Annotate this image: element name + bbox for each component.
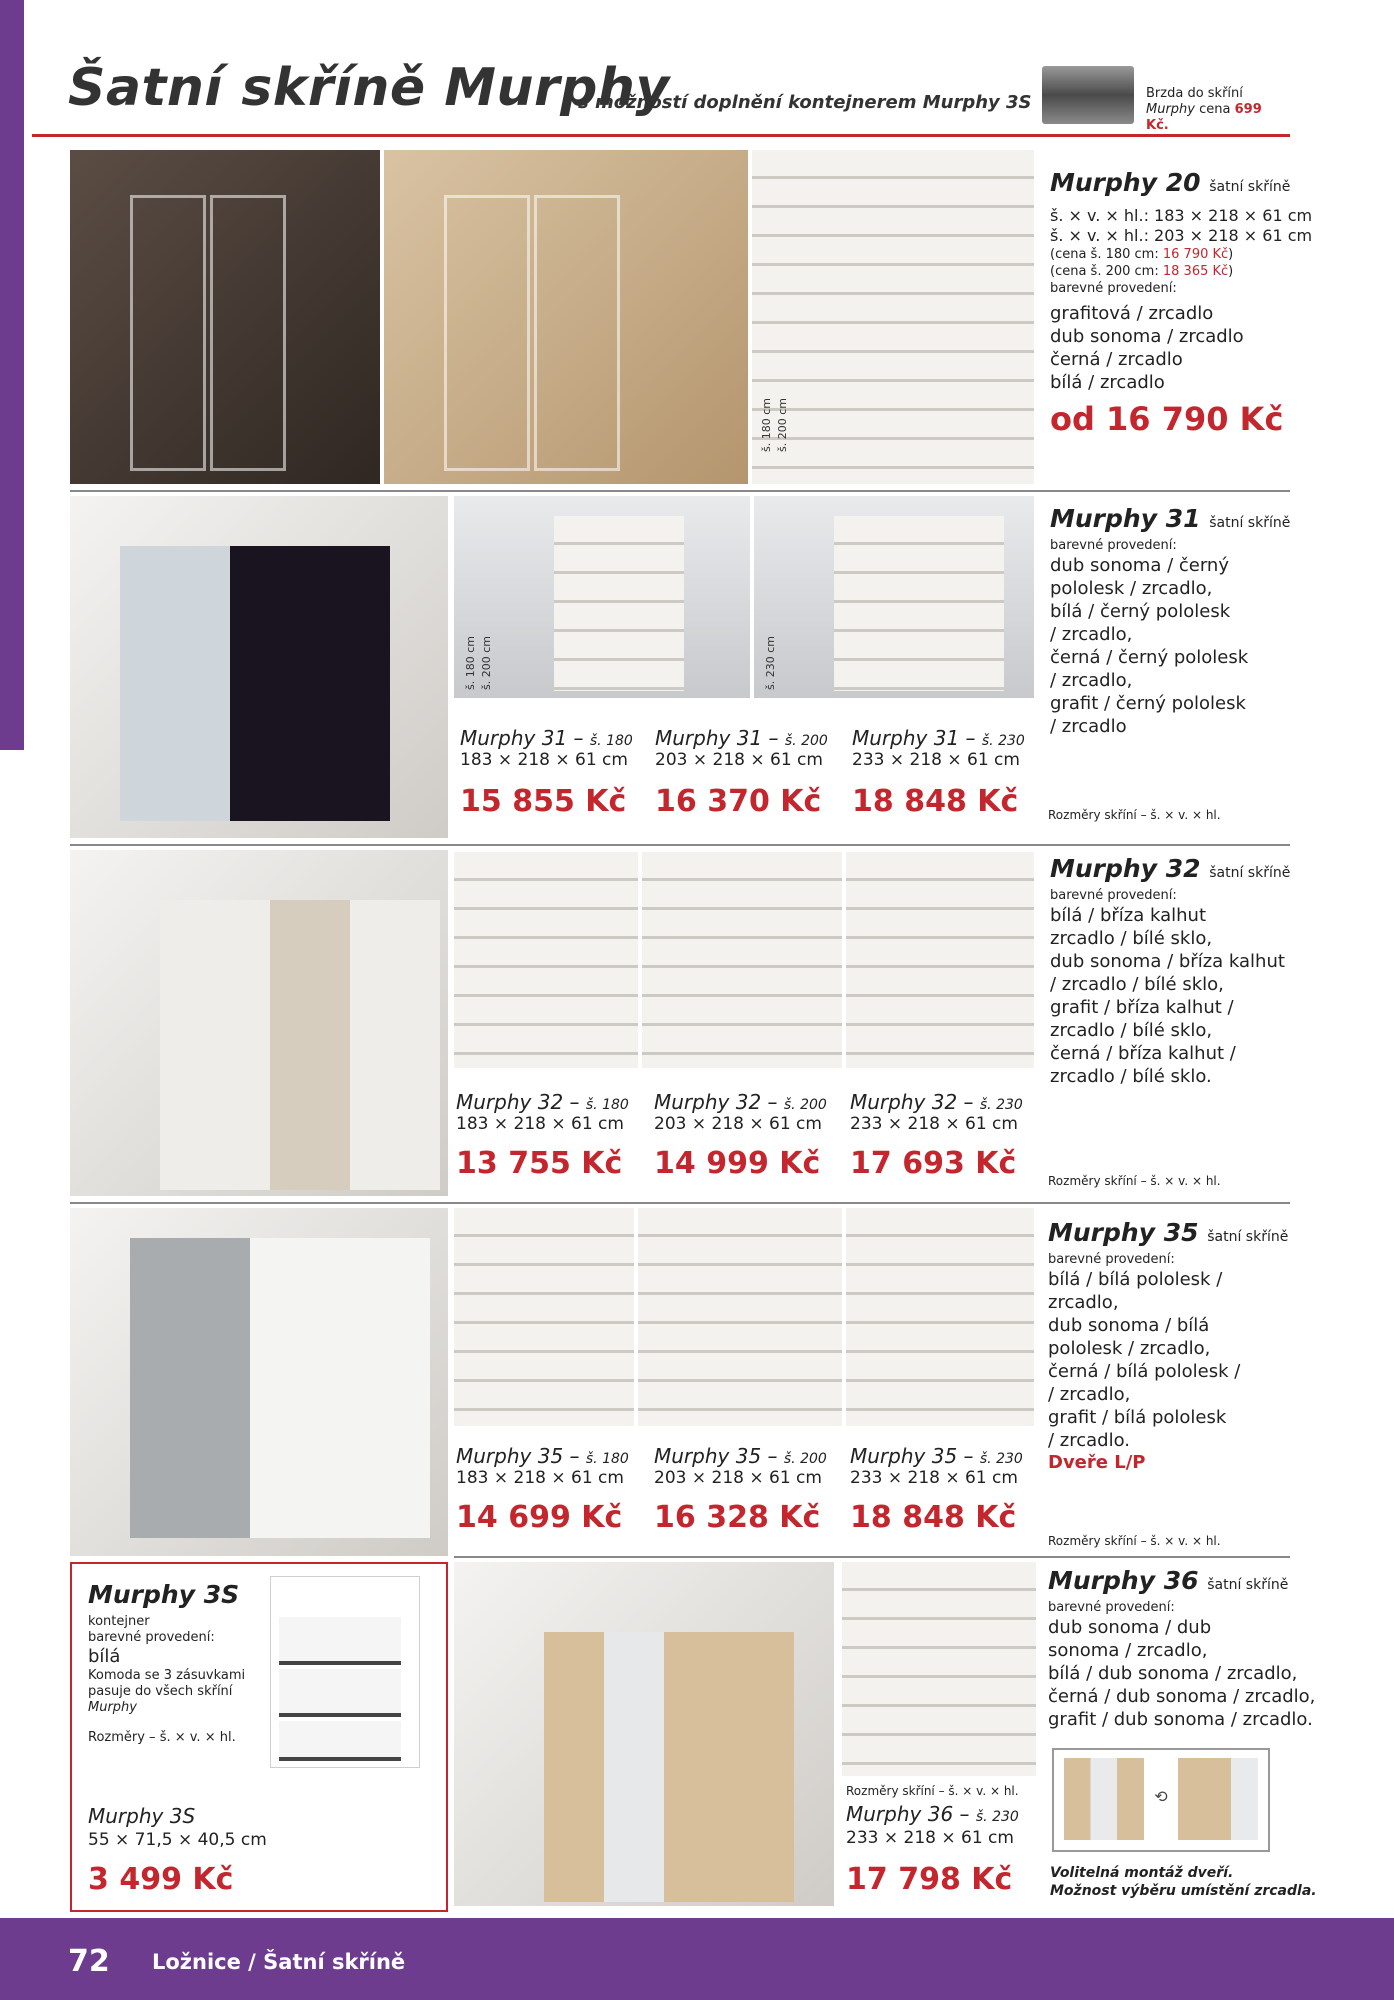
murphy3s-title: Murphy 3S	[88, 1580, 240, 1609]
row-divider	[454, 1556, 1290, 1558]
murphy35-colors-label: barevné provedení:	[1048, 1252, 1175, 1267]
model-dimensions: 203 × 218 × 61 cm	[655, 750, 823, 770]
murphy32-dimensions-note: Rozměry skříní – š. × v. × hl.	[1048, 1174, 1221, 1188]
model-price: 16 370 Kč	[655, 784, 822, 819]
murphy36-dimensions: 233 × 218 × 61 cm	[846, 1828, 1014, 1848]
murphy20-price180-label: (cena š. 180 cm:	[1050, 247, 1163, 262]
model-width: š. 200	[783, 1451, 827, 1467]
murphy3s-info	[88, 1614, 245, 1746]
model-name: Murphy 36 –	[846, 1802, 976, 1826]
model-name: Murphy 32 –	[850, 1090, 980, 1114]
murphy36-interior-photo	[842, 1562, 1036, 1776]
model-dimensions: 233 × 218 × 61 cm	[850, 1114, 1018, 1134]
murphy31-interior-photo-2	[754, 496, 1034, 698]
murphy35-doors-note: Dveře L/P	[1048, 1452, 1146, 1473]
murphy31-name	[1050, 504, 1290, 533]
murphy35-interior-photo-2	[638, 1208, 842, 1426]
model-price: 14 999 Kč	[654, 1146, 821, 1181]
murphy32-name	[1050, 854, 1290, 883]
murphy35-interior-photo-3	[846, 1208, 1034, 1426]
model-name: Murphy 31 –	[460, 726, 590, 750]
model-width: š. 200	[783, 1097, 827, 1113]
murphy31-title: Murphy 31	[1050, 504, 1201, 533]
model-width: š. 200	[784, 733, 828, 749]
swap-arrows-icon: ⟲	[1154, 1787, 1168, 1806]
murphy20-interior-photo	[752, 150, 1034, 484]
murphy32-variant-230	[850, 1090, 1023, 1181]
murphy31-interior-photo-1	[454, 496, 750, 698]
murphy31-room-photo	[70, 496, 448, 838]
brake-product-image	[1042, 66, 1134, 124]
page-title: Šatní skříně Murphy	[68, 58, 670, 118]
model-width: š. 230	[979, 1451, 1023, 1467]
murphy3s-color: bílá	[88, 1646, 121, 1667]
model-price: 17 693 Kč	[850, 1146, 1017, 1181]
model-width: š. 230	[981, 733, 1025, 749]
model-price: 13 755 Kč	[456, 1146, 623, 1181]
murphy20-title: Murphy 20	[1050, 168, 1201, 197]
murphy20-graphite-photo	[70, 150, 380, 484]
model-name: Murphy 31 –	[852, 726, 982, 750]
murphy32-colors-label: barevné provedení:	[1050, 888, 1177, 903]
murphy20-price180: 16 790 Kč	[1162, 247, 1229, 262]
model-price: 18 848 Kč	[852, 784, 1019, 819]
model-name: Murphy 32 –	[456, 1090, 586, 1114]
row-divider	[70, 1202, 1290, 1204]
brake-label: Brzda do skříní	[1146, 86, 1243, 101]
murphy3s-price: 3 499 Kč	[88, 1862, 234, 1897]
model-dimensions: 233 × 218 × 61 cm	[850, 1468, 1018, 1488]
model-dimensions: 203 × 218 × 61 cm	[654, 1114, 822, 1134]
murphy35-interior-photo-1	[454, 1208, 634, 1426]
murphy35-colors: bílá / bílá pololesk / zrcadlo, dub sonoma / bílá pololesk / zrcadlo, černá / bílá pololesk / / zrcadlo, grafit / bílá pololesk / zrcadlo.	[1048, 1269, 1241, 1451]
murphy20-name	[1050, 168, 1290, 197]
door-swap-illustration	[1052, 1748, 1270, 1852]
row-divider	[70, 844, 1290, 846]
model-name: Murphy 35 –	[654, 1444, 784, 1468]
murphy35-title: Murphy 35	[1048, 1218, 1199, 1247]
murphy3s-kind: kontejner	[88, 1614, 150, 1629]
murphy36-title: Murphy 36	[1048, 1566, 1199, 1595]
model-name: Murphy 35 –	[456, 1444, 586, 1468]
murphy3s-dimensions-note: Rozměry – š. × v. × hl.	[88, 1730, 236, 1745]
model-name: Murphy 32 –	[654, 1090, 784, 1114]
model-price: 14 699 Kč	[456, 1500, 623, 1535]
murphy20-price200-label: (cena š. 200 cm:	[1050, 264, 1163, 279]
murphy31-colors-label: barevné provedení:	[1050, 538, 1177, 553]
model-width: š. 180	[585, 1451, 629, 1467]
murphy31-variant-230	[852, 726, 1025, 819]
murphy36-colors: dub sonoma / dub sonoma / zrcadlo, bílá / dub sonoma / zrcadlo, černá / dub sonoma / zrcadlo, grafit / dub sonoma / zrcadlo.	[1048, 1617, 1316, 1730]
murphy20-type: šatní skříně	[1209, 179, 1291, 195]
murphy31-type: šatní skříně	[1209, 515, 1291, 531]
width-200-label: š. 200 cm	[480, 636, 493, 690]
murphy35-variant-180	[456, 1444, 629, 1535]
murphy20-dim-200: š. × v. × hl.: 203 × 218 × 61 cm	[1050, 226, 1313, 245]
murphy3s-colors-label: barevné provedení:	[88, 1630, 215, 1645]
brake-price-label: cena	[1195, 102, 1235, 117]
brake-info	[1146, 86, 1286, 134]
width-180-label: š. 180 cm	[760, 398, 773, 452]
murphy36-colors-label: barevné provedení:	[1048, 1600, 1175, 1615]
murphy20-colors: grafitová / zrcadlo dub sonoma / zrcadlo černá / zrcadlo bílá / zrcadlo	[1050, 303, 1244, 393]
murphy35-dimensions-note: Rozměry skříní – š. × v. × hl.	[1048, 1534, 1221, 1548]
model-price: 18 848 Kč	[850, 1500, 1017, 1535]
murphy31-variant-180	[460, 726, 633, 819]
murphy36-note-2: Možnost výběru umístění zrcadla.	[1050, 1883, 1317, 1899]
murphy32-interior-photo-1	[454, 852, 638, 1068]
murphy3s-desc-line1: Komoda se 3 zásuvkami	[88, 1668, 246, 1683]
murphy3s-dimensions: 55 × 71,5 × 40,5 cm	[88, 1830, 267, 1850]
murphy32-type: šatní skříně	[1209, 865, 1291, 881]
model-width: š. 180	[585, 1097, 629, 1113]
murphy35-variant-200	[654, 1444, 827, 1535]
murphy31-variant-200	[655, 726, 828, 819]
footer-section: Ložnice / Šatní skříně	[152, 1950, 406, 1974]
murphy32-colors: bílá / bříza kalhut zrcadlo / bílé sklo, dub sonoma / bříza kalhut / zrcadlo / bílé sklo, grafit / bříza kalhut / zrcadlo / bílé sklo, černá / bříza kalhut / zrcadlo / bílé sklo.	[1050, 905, 1285, 1087]
side-accent-bar	[0, 0, 24, 750]
murphy36-name	[1048, 1566, 1288, 1595]
murphy3s-desc-line2: pasuje do všech skříní	[88, 1684, 233, 1699]
murphy20-price200: 18 365 Kč	[1162, 264, 1229, 279]
model-dimensions: 233 × 218 × 61 cm	[852, 750, 1020, 770]
model-name: Murphy 35 –	[850, 1444, 980, 1468]
model-dimensions: 183 × 218 × 61 cm	[460, 750, 628, 770]
murphy36-type: šatní skříně	[1207, 1577, 1289, 1593]
murphy20-colors-label: barevné provedení:	[1050, 281, 1177, 296]
row-divider	[70, 490, 1290, 492]
murphy3s-desc-line3: Murphy	[88, 1700, 137, 1715]
page-subtitle: s možností doplnění kontejnerem Murphy 3S	[578, 92, 1032, 113]
model-width: š. 180	[589, 733, 633, 749]
model-name: Murphy 31 –	[655, 726, 785, 750]
murphy32-interior-photo-3	[846, 852, 1034, 1068]
murphy32-room-photo	[70, 850, 448, 1196]
murphy32-interior-photo-2	[642, 852, 842, 1068]
murphy36-model	[846, 1802, 1019, 1826]
model-dimensions: 183 × 218 × 61 cm	[456, 1468, 624, 1488]
murphy3s-model: Murphy 3S	[88, 1804, 196, 1828]
model-price: 15 855 Kč	[460, 784, 627, 819]
murphy20-specs: š. × v. × hl.: 183 × 218 × 61 cm š. × v. × hl.: 203 × 218 × 61 cm (cena š. 180 cm: 16 790 Kč) (cena š. 200 cm: 18 365 Kč) barevné provedení:	[1050, 206, 1313, 296]
model-width: š. 230	[979, 1097, 1023, 1113]
model-width: š. 230	[975, 1809, 1019, 1825]
murphy36-price: 17 798 Kč	[846, 1862, 1013, 1897]
murphy36-note-1: Volitelná montáž dveří.	[1050, 1865, 1234, 1881]
brake-brand: Murphy	[1146, 102, 1195, 117]
murphy35-variant-230	[850, 1444, 1023, 1535]
width-230-label: š. 230 cm	[764, 636, 777, 690]
murphy20-oak-photo	[384, 150, 748, 484]
model-price: 16 328 Kč	[654, 1500, 821, 1535]
murphy35-room-photo	[70, 1208, 448, 1556]
model-dimensions: 183 × 218 × 61 cm	[456, 1114, 624, 1134]
murphy36-room-photo	[454, 1562, 834, 1906]
murphy35-type: šatní skříně	[1207, 1229, 1289, 1245]
murphy31-dimensions-note: Rozměry skříní – š. × v. × hl.	[1048, 808, 1221, 822]
model-dimensions: 203 × 218 × 61 cm	[654, 1468, 822, 1488]
murphy20-dim-180: š. × v. × hl.: 183 × 218 × 61 cm	[1050, 206, 1313, 225]
murphy35-name	[1048, 1218, 1288, 1247]
brake-price: 699 Kč.	[1146, 102, 1262, 133]
width-180-label: š. 180 cm	[464, 636, 477, 690]
width-200-label: š. 200 cm	[776, 398, 789, 452]
murphy32-title: Murphy 32	[1050, 854, 1201, 883]
murphy32-variant-200	[654, 1090, 827, 1181]
murphy32-variant-180	[456, 1090, 629, 1181]
murphy20-from-price: od 16 790 Kč	[1050, 400, 1284, 438]
murphy3s-chest-image	[270, 1576, 420, 1768]
title-divider	[32, 134, 1290, 137]
murphy36-dimensions-note: Rozměry skříní – š. × v. × hl.	[846, 1784, 1019, 1798]
murphy36-notes	[1050, 1864, 1317, 1900]
murphy31-colors: dub sonoma / černý pololesk / zrcadlo, bílá / černý pololesk / zrcadlo, černá / černý pololesk / zrcadlo, grafit / černý pololesk / zrcadlo	[1050, 555, 1249, 737]
page-number: 72	[68, 1944, 110, 1979]
